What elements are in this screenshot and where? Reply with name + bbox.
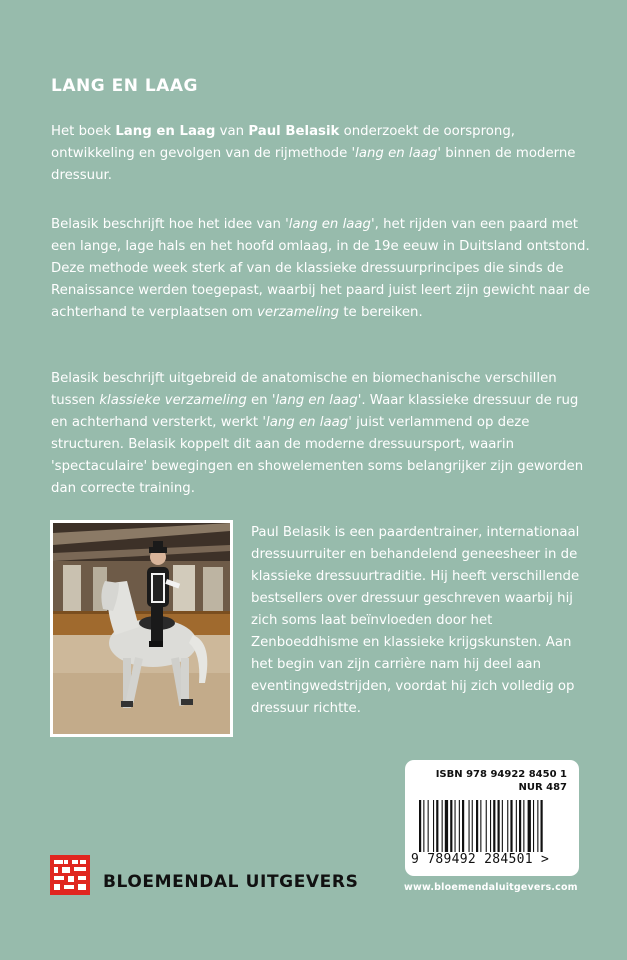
publisher-logo-icon <box>50 855 90 895</box>
barcode-bar <box>459 800 460 852</box>
barcode-bar <box>469 800 470 852</box>
barcode-bar <box>428 800 429 852</box>
barcode-bar <box>523 800 524 852</box>
barcode-bar <box>445 800 448 852</box>
barcode-bar <box>419 800 421 852</box>
analysis-paragraph: Belasik beschrijft uitgebreid de anatomische en biomechanische verschillen tussen klassieke verzameling en 'lang en laag'. Waar klassieke dressuur de rug en achterhand versterkt, werkt 'lang en laag' juist verlammend op deze structuren. Belasik koppelt dit aan de moderne dressuursport, waarin 'spectaculaire' bewegingen en showelementen soms belangrijker zijn geworden dan correcte training. <box>51 371 584 496</box>
barcode-bar <box>533 800 534 852</box>
back-cover-heading: LANG EN LAAG <box>51 76 198 96</box>
barcode-bar <box>455 800 456 852</box>
barcode-bar <box>436 800 438 852</box>
publisher-website-link[interactable]: www.bloemendaluitgevers.com <box>404 882 578 893</box>
barcode-bar <box>480 800 481 852</box>
barcode-digits: 9 789492 284501 > <box>411 852 550 867</box>
barcode-bar <box>537 800 538 852</box>
barcode-bar <box>476 800 478 852</box>
history-paragraph: Belasik beschrijft hoe het idee van 'lang en laag', het rijden van een paard met een lange, lage hals en het hoofd omlaag, in de 19e eeuw in Duitsland ontstond. Deze methode week sterk af van de klassieke dressuurprincipes die sinds de Renaissance werden toegepast, waarbij het paard juist leert zijn gewicht naar de achterhand te verplaatsen om verzameling te bereiken. <box>51 217 591 320</box>
nur-label: NUR 487 <box>518 782 567 793</box>
barcode-bar <box>528 800 531 852</box>
barcode-bar <box>510 800 512 852</box>
barcode-bar <box>433 800 434 852</box>
barcode-bar <box>493 800 495 852</box>
publisher-name: BLOEMENDAL UITGEVERS <box>103 872 359 892</box>
barcode-bar <box>462 800 464 852</box>
author-bio: Paul Belasik is een paardentrainer, internationaal dressuurruiter en behandelend geneesheer in de klassieke dressuurtraditie. Hij heeft verschillende bestsellers over dressuur geschreven waarbij hij zich soms laat beïnvloeden door het Zenboeddhisme en klassieke krijgskunsten. Aan het begin van zijn carrière nam hij deel aan eventingwedstrijden, voordat hij zich volledig op dressuur richtte. <box>251 525 580 716</box>
barcode-bar <box>472 800 473 852</box>
barcode-bar <box>442 800 443 852</box>
barcode-bar <box>450 800 452 852</box>
barcode-bar <box>486 800 487 852</box>
barcode-bar <box>516 800 517 852</box>
barcode-bar <box>490 800 491 852</box>
intro-paragraph: Het boek Lang en Laag van Paul Belasik onderzoekt de oorsprong, ontwikkeling en gevolgen van de rijmethode 'lang en laag' binnen de moderne dressuur. <box>51 124 576 183</box>
isbn-barcode-panel <box>405 760 579 876</box>
barcode-bar <box>498 800 500 852</box>
barcode-bars <box>419 800 569 852</box>
barcode-bar <box>519 800 521 852</box>
rider-on-horse-image <box>53 523 230 734</box>
barcode-bar <box>541 800 543 852</box>
barcode-bar <box>507 800 508 852</box>
barcode-bar <box>423 800 424 852</box>
isbn-label: ISBN 978 94922 8450 1 <box>435 769 567 780</box>
barcode-bar <box>502 800 503 852</box>
author-photo <box>50 520 233 737</box>
